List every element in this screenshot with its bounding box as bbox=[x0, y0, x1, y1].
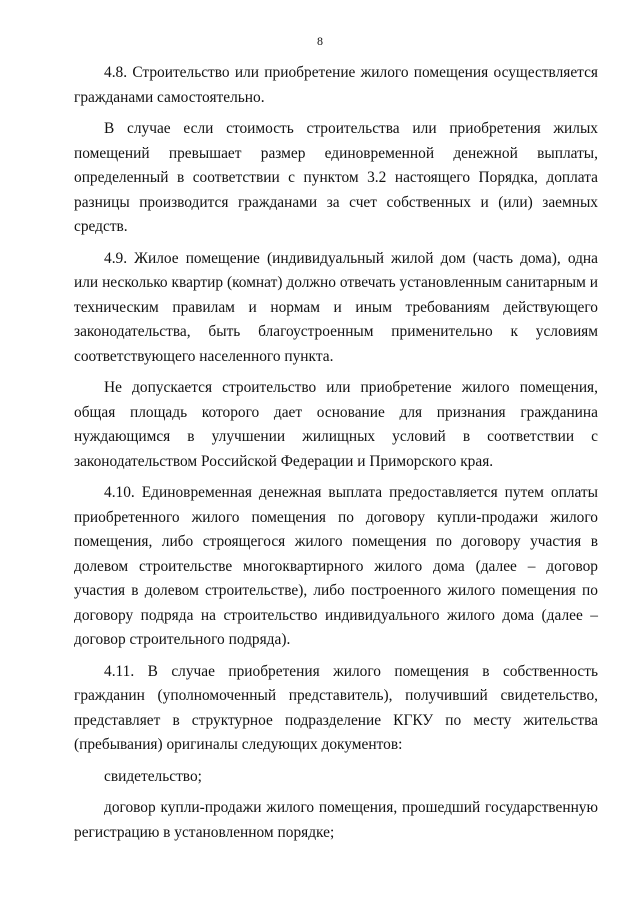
list-item-sale-contract: договор купли-продажи жилого помещения, прошедший государственную регистрацию в установленном порядке; bbox=[74, 799, 598, 841]
page-number: 8 bbox=[317, 34, 323, 48]
paragraph-not-allowed: Не допускается строительство или приобретение жилого помещения, общая площадь которого дает основание для признания гражданина нуждающимся в улучшении жилищных условий в соответствии с законодательством Российской Федерации и Приморского края. bbox=[74, 379, 598, 470]
paragraph-4-10: 4.10. Единовременная денежная выплата предоставляется путем оплаты приобретенного жилого помещения по договору купли-продажи жилого помещения, либо строящегося жилого помещения по договору участия в долевом строительстве многоквартирного жилого дома (далее – договор участия в долевом строительстве), либо построенного жилого помещения по договору подряда на строительство индивидуального жилого дома (далее – договор строительного подряда). bbox=[74, 484, 598, 648]
paragraph-4-11: 4.11. В случае приобретения жилого помещения в собственность гражданин (уполномоченный представитель), получивший свидетельство, представляет в структурное подразделение КГКУ по месту жительства (пребывания) оригиналы следующих документов: bbox=[74, 662, 598, 753]
paragraph-4-8: 4.8. Строительство или приобретение жилого помещения осуществляется гражданами самостоятельно. bbox=[74, 64, 598, 106]
document-body bbox=[74, 61, 598, 845]
list-item-certificate: свидетельство; bbox=[104, 767, 202, 785]
paragraph-4-9: 4.9. Жилое помещение (индивидуальный жилой дом (часть дома), одна или несколько квартир (комнат) должно отвечать установленным санитарным и техническим правилам и нормам и иным требованиям действующего законодательства, быть благоустроенным применительно к условиям соответствующего населенного пункта. bbox=[74, 249, 598, 365]
paragraph-cost-exceeds: В случае если стоимость строительства или приобретения жилых помещений превышает размер единовременной денежной выплаты, определенный в соответствии с пунктом 3.2 настоящего Порядка, доплата разницы производится гражданами за счет собственных и (или) заемных средств. bbox=[74, 120, 598, 235]
